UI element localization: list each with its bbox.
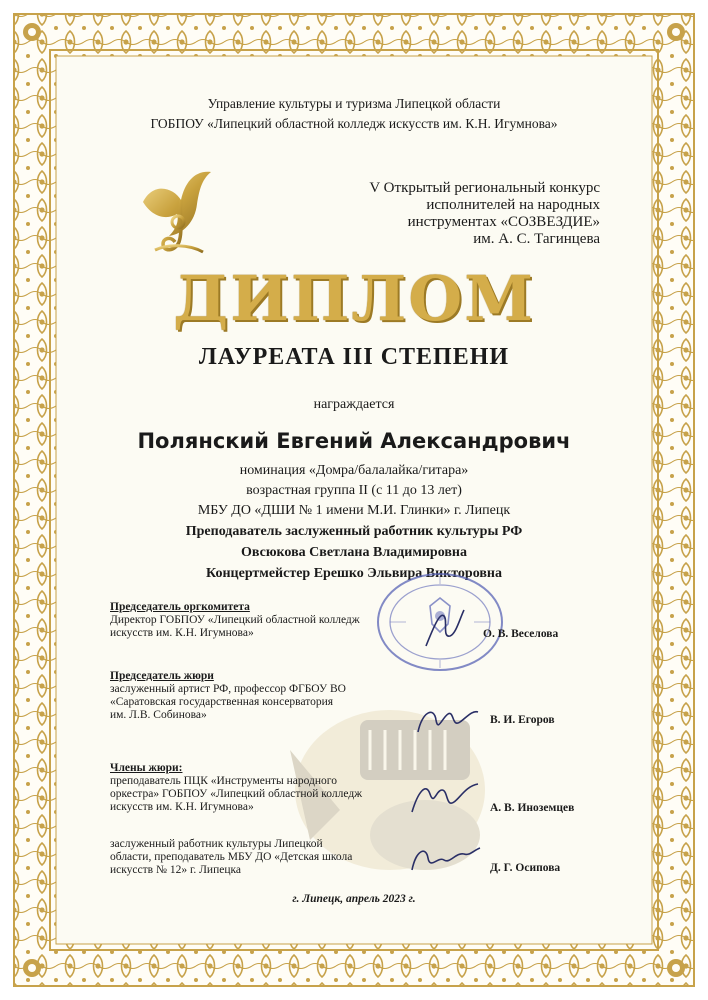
role-line: Директор ГОБПОУ «Липецкий областной колледж: [110, 614, 360, 626]
jury-chair-role: [110, 683, 346, 722]
jury-chair-signer: В. И. Егоров: [490, 714, 555, 726]
school: МБУ ДО «ДШИ № 1 имени М.И. Глинки» г. Липецк: [197, 503, 511, 518]
signature-icon: [408, 776, 482, 822]
place-date: г. Липецк, апрель 2023 г.: [292, 893, 416, 905]
jury-member2-role: [110, 838, 352, 877]
jury-member2-signer: Д. Г. Осипова: [490, 862, 561, 874]
awardee-name: Полянский Евгений Александрович: [137, 429, 571, 453]
teacher-name: Овсюкова Светлана Владимировна: [241, 545, 467, 560]
signature-icon: [420, 606, 470, 654]
contest-line: исполнителей на народных: [426, 197, 600, 213]
jury-member1-role: [110, 775, 362, 814]
role-line: искусств им. К.Н. Игумнова»: [110, 627, 254, 639]
awarded-label: награждается: [313, 397, 395, 412]
jury-chair-title: Председатель жюри: [110, 670, 214, 682]
role-line: «Саратовская государственная консерватория: [110, 696, 334, 708]
bird-treble-clef-icon: [133, 162, 223, 262]
role-line: преподаватель ПЦК «Инструменты народного: [110, 775, 337, 787]
contest-title: [300, 180, 600, 248]
jury-member1-signer: А. В. Иноземцев: [490, 802, 575, 814]
diploma-title: ДИПЛОМ: [173, 262, 535, 335]
accompanist: Концертмейстер Ерешко Эльвира Викторовна: [206, 566, 502, 581]
org-header-line1: Управление культуры и туризма Липецкой области: [207, 96, 501, 111]
role-line: заслуженный работник культуры Липецкой: [110, 838, 323, 850]
contest-line: инструментах «СОЗВЕЗДИЕ»: [407, 214, 600, 230]
signature-icon: [412, 698, 484, 742]
org-header-line2: ГОБПОУ «Липецкий областной колледж искусств им. К.Н. Игумнова»: [150, 116, 558, 131]
age-group: возрастная группа II (с 11 до 13 лет): [246, 483, 462, 498]
role-line: области, преподаватель МБУ ДО «Детская школа: [110, 851, 353, 863]
role-line: оркестра» ГОБПОУ «Липецкий областной колледж: [110, 788, 363, 800]
signature-icon: [408, 838, 482, 882]
role-line: им. Л.В. Собинова»: [110, 709, 207, 721]
org-committee-role: [110, 614, 360, 640]
nomination: номинация «Домра/балалайка/гитара»: [239, 463, 469, 478]
role-line: заслуженный артист РФ, профессор ФГБОУ ВО: [110, 683, 346, 695]
teacher-title: Преподаватель заслуженный работник культуры РФ: [185, 524, 523, 539]
role-line: искусств им. К.Н. Игумнова»: [110, 801, 254, 813]
contest-line: V Открытый региональный конкурс: [369, 180, 600, 196]
jury-members-title: Члены жюри:: [110, 762, 183, 774]
org-committee-title: Председатель оргкомитета: [110, 601, 250, 613]
org-committee-signer: О. В. Веселова: [483, 628, 559, 640]
role-line: искусств № 12» г. Липецка: [110, 864, 241, 876]
contest-line: им. А. С. Тагинцева: [473, 231, 600, 247]
diploma-subtitle: ЛАУРЕАТА III СТЕПЕНИ: [198, 344, 510, 370]
